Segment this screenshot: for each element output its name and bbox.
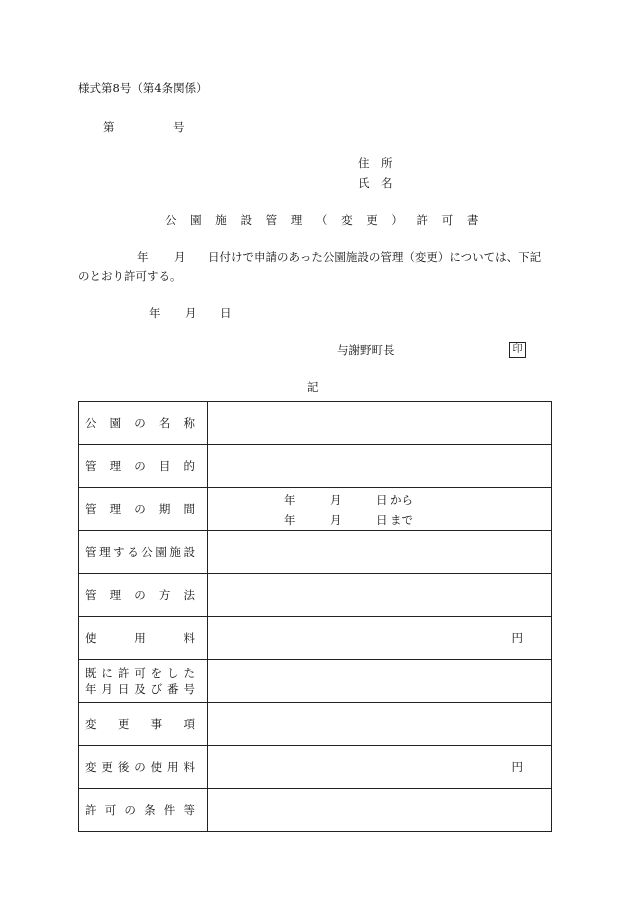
row-label <box>79 531 208 574</box>
table-row <box>79 617 552 660</box>
label-char: 可 <box>104 803 117 817</box>
period-suffix: まで <box>390 513 413 527</box>
row-value[interactable] <box>208 531 552 574</box>
row-label-text <box>85 458 195 474</box>
body-line1: 日付けで申請のあった公園施設の管理（変更）については、下記 <box>208 250 542 264</box>
issue-day: 日 <box>220 306 232 320</box>
row-value[interactable] <box>208 617 552 660</box>
label-char: の <box>134 588 146 602</box>
row-value[interactable] <box>208 660 552 703</box>
table-row <box>79 402 552 445</box>
label-char: 料 <box>183 631 195 645</box>
yen-unit: 円 <box>511 760 523 774</box>
row-label-text <box>85 630 195 646</box>
label-char: 理 <box>109 502 122 516</box>
label-char: 理 <box>99 545 111 559</box>
label-char: 法 <box>183 588 195 602</box>
row-label-text <box>85 544 195 560</box>
table-row <box>79 789 552 832</box>
body-year: 年 <box>137 250 149 264</box>
label-char: 既 <box>85 666 97 680</box>
label-char: に <box>101 666 113 680</box>
label-char: 目 <box>158 459 171 473</box>
row-value[interactable] <box>208 746 552 789</box>
label-char: の <box>134 760 146 774</box>
table-row <box>79 660 552 703</box>
issuer-name: 与謝野町長 <box>337 343 395 357</box>
label-char: 年 <box>85 682 97 696</box>
label-char: 的 <box>183 459 195 473</box>
period-from <box>284 492 430 508</box>
label-char: 方 <box>158 588 171 602</box>
row-label-text <box>85 587 195 603</box>
period-month: 月 <box>330 493 342 507</box>
issue-month: 月 <box>185 306 197 320</box>
row-label <box>79 445 208 488</box>
label-char: 管 <box>85 459 97 473</box>
table-row <box>79 746 552 789</box>
label-char: 事 <box>150 717 163 731</box>
label-char: 設 <box>183 545 195 559</box>
label-char: 管 <box>85 502 97 516</box>
row-label <box>79 488 208 531</box>
period-year: 年 <box>284 513 296 527</box>
label-char: 期 <box>158 502 171 516</box>
label-char: 及 <box>134 682 146 696</box>
row-label-text <box>85 716 195 732</box>
label-char: 後 <box>117 760 130 774</box>
row-value[interactable] <box>208 488 552 531</box>
label-char: た <box>183 666 195 680</box>
label-char: 条 <box>144 803 156 817</box>
label-char: 用 <box>167 760 179 774</box>
label-char: 公 <box>85 416 97 430</box>
label-char: び <box>150 682 163 696</box>
body-month: 月 <box>174 250 186 264</box>
seal-mark <box>509 341 526 358</box>
number-go: 号 <box>173 120 185 134</box>
label-char: 号 <box>183 682 195 696</box>
seal-box: 印 <box>509 342 526 358</box>
label-char: 理 <box>109 459 122 473</box>
label-char: 管 <box>85 588 97 602</box>
label-char: 更 <box>117 717 130 731</box>
label-char: の <box>134 502 146 516</box>
table-row <box>79 488 552 531</box>
label-char: 名 <box>158 416 171 430</box>
document-title: 公 園 施 設 管 理 （ 変 更 ） 許 可 書 <box>165 213 484 227</box>
table-row <box>79 531 552 574</box>
label-char: 用 <box>134 631 146 645</box>
row-value[interactable] <box>208 789 552 832</box>
label-char: 変 <box>85 760 97 774</box>
form-number: 様式第8号（第4条関係） <box>78 81 208 95</box>
row-label <box>79 402 208 445</box>
label-char: 等 <box>183 803 195 817</box>
label-char: 料 <box>183 760 195 774</box>
label-char: 使 <box>150 760 163 774</box>
label-char: 公 <box>141 545 153 559</box>
label-char: 園 <box>155 545 167 559</box>
label-char: し <box>167 666 179 680</box>
label-char: 使 <box>85 631 97 645</box>
label-char: 許 <box>85 803 97 817</box>
row-label-text <box>85 501 195 517</box>
row-label <box>79 703 208 746</box>
row-label-line <box>85 681 195 697</box>
label-char: 称 <box>183 416 195 430</box>
body-line2: のとおり許可する。 <box>78 269 182 283</box>
permit-table <box>78 401 552 832</box>
row-label-text <box>85 802 195 818</box>
label-char: 日 <box>117 682 130 696</box>
row-value[interactable] <box>208 703 552 746</box>
period-day: 日 <box>376 493 388 507</box>
label-char: 園 <box>109 416 122 430</box>
period-year: 年 <box>284 493 296 507</box>
row-value[interactable] <box>208 402 552 445</box>
yen-unit: 円 <box>511 631 523 645</box>
label-char: の <box>134 459 146 473</box>
label-char: 理 <box>109 588 122 602</box>
row-value[interactable] <box>208 445 552 488</box>
number-dai: 第 <box>103 120 115 134</box>
label-char: 変 <box>85 717 97 731</box>
label-char: の <box>124 803 136 817</box>
row-label-text <box>85 415 195 431</box>
row-label <box>79 574 208 617</box>
label-char: 月 <box>101 682 113 696</box>
row-label <box>79 660 208 703</box>
period-to <box>284 512 430 528</box>
label-char: 施 <box>169 545 181 559</box>
label-char: る <box>127 545 139 559</box>
ki-label: 記 <box>307 380 319 394</box>
label-char: 管 <box>85 545 97 559</box>
label-char: 可 <box>134 666 146 680</box>
address-label: 住 所 <box>358 156 393 170</box>
name-label: 氏 名 <box>358 176 393 190</box>
period-day: 日 <box>376 513 388 527</box>
label-char: す <box>113 545 125 559</box>
label-char: 許 <box>117 666 130 680</box>
period-suffix: から <box>390 493 413 507</box>
label-char: 更 <box>101 760 113 774</box>
label-char: を <box>150 666 163 680</box>
row-label-text <box>85 759 195 775</box>
label-char: の <box>134 416 146 430</box>
period-box <box>208 488 551 530</box>
row-label <box>79 617 208 660</box>
row-label <box>79 746 208 789</box>
issue-year: 年 <box>149 306 161 320</box>
label-char: 番 <box>167 682 179 696</box>
row-label-line <box>85 665 195 681</box>
label-char: 間 <box>183 502 195 516</box>
table-row <box>79 445 552 488</box>
row-value[interactable] <box>208 574 552 617</box>
label-char: 件 <box>163 803 176 817</box>
table-row <box>79 574 552 617</box>
row-label <box>79 789 208 832</box>
period-month: 月 <box>330 513 342 527</box>
table-row <box>79 703 552 746</box>
label-char: 項 <box>183 717 195 731</box>
